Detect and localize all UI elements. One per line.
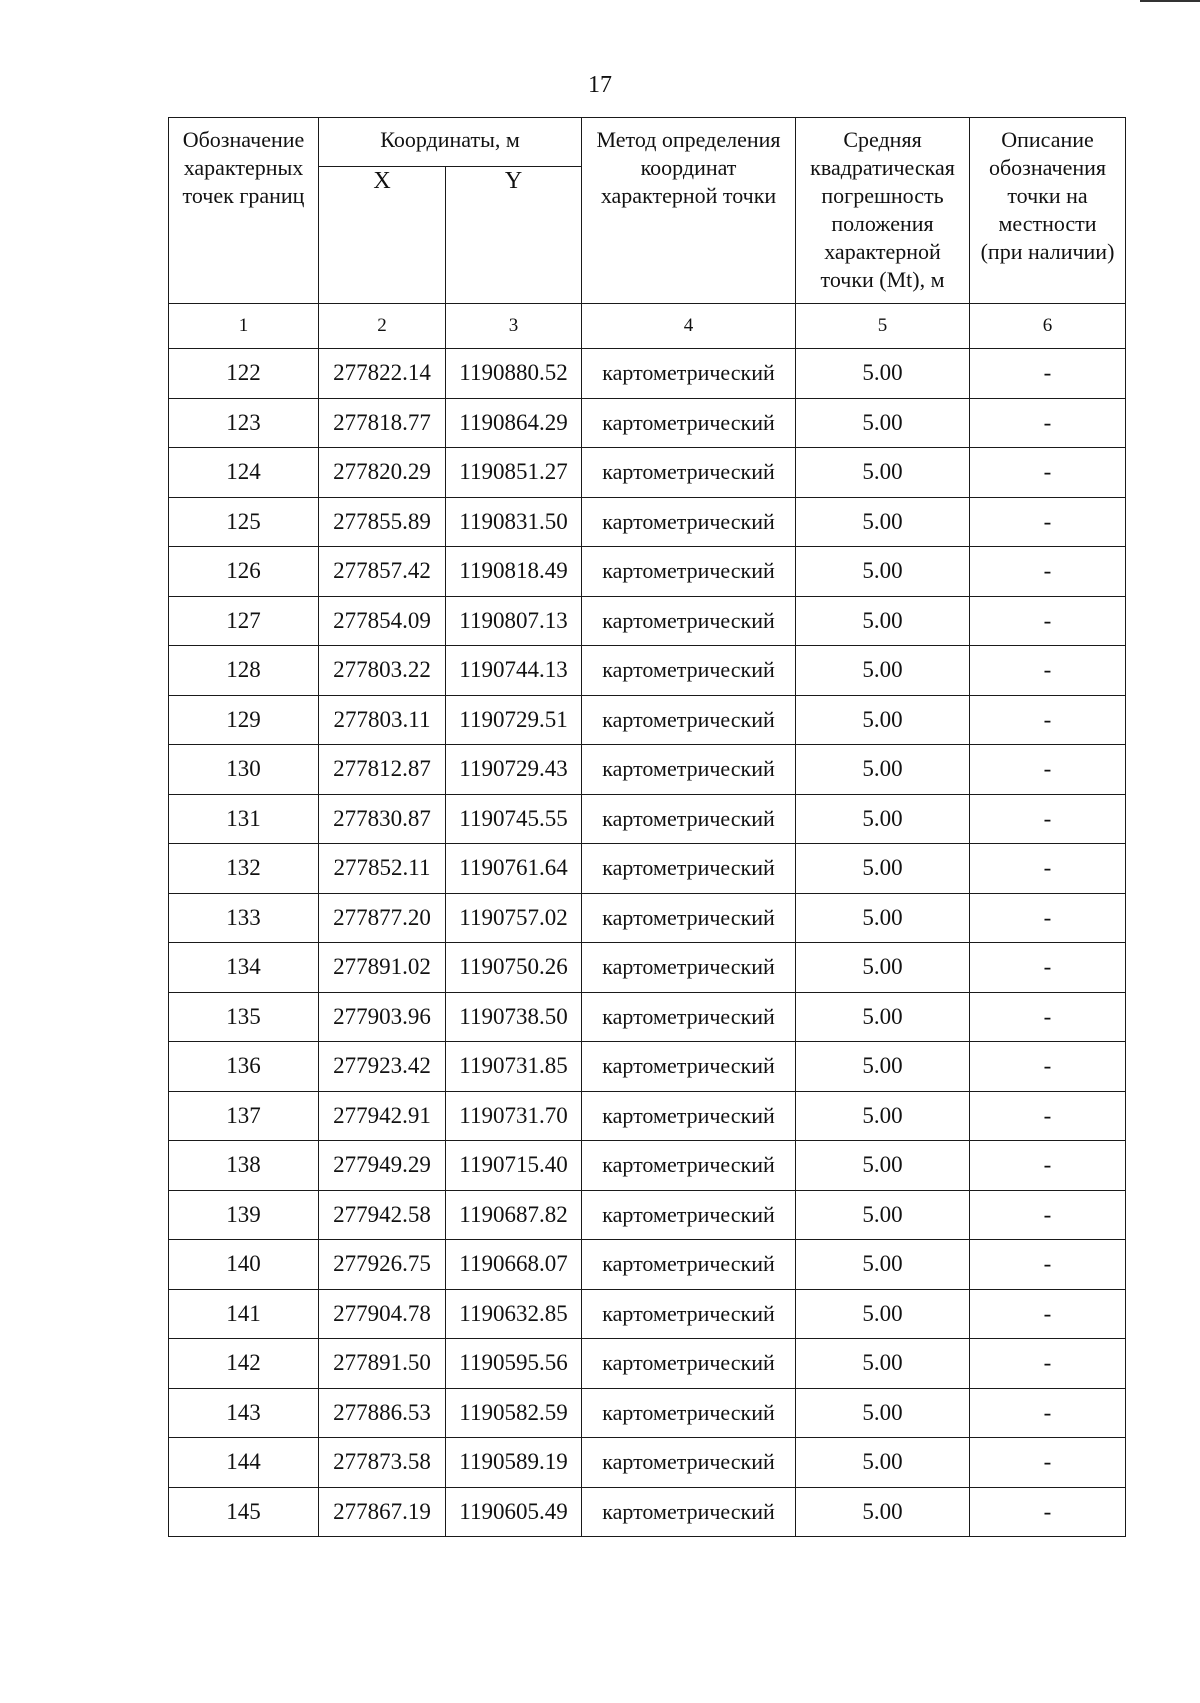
point-cell: 126 xyxy=(169,547,319,597)
x-coordinate-cell: 277812.87 xyxy=(319,745,446,795)
error-cell: 5.00 xyxy=(796,646,970,696)
description-cell: - xyxy=(970,1388,1126,1438)
description-cell: - xyxy=(970,893,1126,943)
point-cell: 133 xyxy=(169,893,319,943)
error-cell: 5.00 xyxy=(796,745,970,795)
table-row xyxy=(169,992,1126,1042)
y-coordinate-cell: 1190851.27 xyxy=(446,448,582,498)
error-cell: 5.00 xyxy=(796,1042,970,1092)
y-coordinate-cell: 1190731.85 xyxy=(446,1042,582,1092)
page-number: 17 xyxy=(588,72,612,98)
point-cell: 122 xyxy=(169,349,319,399)
table-row xyxy=(169,1487,1126,1537)
point-cell: 136 xyxy=(169,1042,319,1092)
method-cell: картометрический xyxy=(582,1438,796,1488)
table-row xyxy=(169,893,1126,943)
point-cell: 135 xyxy=(169,992,319,1042)
x-coordinate-cell: 277830.87 xyxy=(319,794,446,844)
x-coordinate-cell: 277822.14 xyxy=(319,349,446,399)
method-cell: картометрический xyxy=(582,844,796,894)
description-cell: - xyxy=(970,646,1126,696)
error-cell: 5.00 xyxy=(796,547,970,597)
column-number: 4 xyxy=(582,304,796,349)
method-cell: картометрический xyxy=(582,497,796,547)
description-cell: - xyxy=(970,1141,1126,1191)
description-cell: - xyxy=(970,1091,1126,1141)
error-cell: 5.00 xyxy=(796,1438,970,1488)
table-row xyxy=(169,646,1126,696)
description-cell: - xyxy=(970,745,1126,795)
x-coordinate-cell: 277803.11 xyxy=(319,695,446,745)
description-cell: - xyxy=(970,1487,1126,1537)
error-cell: 5.00 xyxy=(796,349,970,399)
y-coordinate-cell: 1190715.40 xyxy=(446,1141,582,1191)
table-row xyxy=(169,1091,1126,1141)
y-coordinate-cell: 1190632.85 xyxy=(446,1289,582,1339)
x-coordinate-cell: 277904.78 xyxy=(319,1289,446,1339)
x-coordinate-cell: 277942.58 xyxy=(319,1190,446,1240)
description-cell: - xyxy=(970,547,1126,597)
point-cell: 124 xyxy=(169,448,319,498)
table-row xyxy=(169,1141,1126,1191)
table-row xyxy=(169,844,1126,894)
x-coordinate-cell: 277942.91 xyxy=(319,1091,446,1141)
method-cell: картометрический xyxy=(582,745,796,795)
column-number: 6 xyxy=(970,304,1126,349)
error-cell: 5.00 xyxy=(796,844,970,894)
point-cell: 128 xyxy=(169,646,319,696)
column-number: 2 xyxy=(319,304,446,349)
y-coordinate-cell: 1190864.29 xyxy=(446,398,582,448)
x-coordinate-cell: 277926.75 xyxy=(319,1240,446,1290)
y-coordinate-cell: 1190738.50 xyxy=(446,992,582,1042)
method-cell: картометрический xyxy=(582,1487,796,1537)
table-row xyxy=(169,1240,1126,1290)
error-cell: 5.00 xyxy=(796,695,970,745)
description-cell: - xyxy=(970,1438,1126,1488)
point-cell: 137 xyxy=(169,1091,319,1141)
method-cell: картометрический xyxy=(582,1091,796,1141)
error-cell: 5.00 xyxy=(796,448,970,498)
header-y: Y xyxy=(446,167,582,304)
x-coordinate-cell: 277903.96 xyxy=(319,992,446,1042)
method-cell: картометрический xyxy=(582,1240,796,1290)
y-coordinate-cell: 1190880.52 xyxy=(446,349,582,399)
table-row xyxy=(169,398,1126,448)
table-row xyxy=(169,1190,1126,1240)
y-coordinate-cell: 1190757.02 xyxy=(446,893,582,943)
table-row xyxy=(169,1388,1126,1438)
error-cell: 5.00 xyxy=(796,1141,970,1191)
point-cell: 138 xyxy=(169,1141,319,1191)
y-coordinate-cell: 1190582.59 xyxy=(446,1388,582,1438)
y-coordinate-cell: 1190729.51 xyxy=(446,695,582,745)
x-coordinate-cell: 277891.50 xyxy=(319,1339,446,1389)
method-cell: картометрический xyxy=(582,1339,796,1389)
table-row xyxy=(169,695,1126,745)
method-cell: картометрический xyxy=(582,1042,796,1092)
header-point: Обозначение характерных точек границ xyxy=(169,118,319,304)
y-coordinate-cell: 1190731.70 xyxy=(446,1091,582,1141)
y-coordinate-cell: 1190761.64 xyxy=(446,844,582,894)
x-coordinate-cell: 277877.20 xyxy=(319,893,446,943)
scan-edge-line xyxy=(1140,0,1200,2)
table-row xyxy=(169,349,1126,399)
table-row xyxy=(169,1339,1126,1389)
column-number-row xyxy=(169,304,1126,349)
point-cell: 144 xyxy=(169,1438,319,1488)
description-cell: - xyxy=(970,695,1126,745)
description-cell: - xyxy=(970,398,1126,448)
header-row xyxy=(169,118,1126,167)
y-coordinate-cell: 1190807.13 xyxy=(446,596,582,646)
table-row xyxy=(169,1042,1126,1092)
x-coordinate-cell: 277857.42 xyxy=(319,547,446,597)
table-row xyxy=(169,448,1126,498)
point-cell: 132 xyxy=(169,844,319,894)
method-cell: картометрический xyxy=(582,398,796,448)
header-coordinates: Координаты, м xyxy=(319,118,582,167)
x-coordinate-cell: 277949.29 xyxy=(319,1141,446,1191)
point-cell: 123 xyxy=(169,398,319,448)
x-coordinate-cell: 277818.77 xyxy=(319,398,446,448)
table-row xyxy=(169,547,1126,597)
description-cell: - xyxy=(970,844,1126,894)
description-cell: - xyxy=(970,1289,1126,1339)
column-number: 5 xyxy=(796,304,970,349)
method-cell: картометрический xyxy=(582,794,796,844)
method-cell: картометрический xyxy=(582,1141,796,1191)
point-cell: 145 xyxy=(169,1487,319,1537)
error-cell: 5.00 xyxy=(796,1487,970,1537)
method-cell: картометрический xyxy=(582,992,796,1042)
description-cell: - xyxy=(970,1240,1126,1290)
error-cell: 5.00 xyxy=(796,398,970,448)
column-number: 3 xyxy=(446,304,582,349)
point-cell: 131 xyxy=(169,794,319,844)
description-cell: - xyxy=(970,794,1126,844)
method-cell: картометрический xyxy=(582,448,796,498)
point-cell: 127 xyxy=(169,596,319,646)
point-cell: 140 xyxy=(169,1240,319,1290)
method-cell: картометрический xyxy=(582,695,796,745)
x-coordinate-cell: 277867.19 xyxy=(319,1487,446,1537)
y-coordinate-cell: 1190729.43 xyxy=(446,745,582,795)
y-coordinate-cell: 1190589.19 xyxy=(446,1438,582,1488)
method-cell: картометрический xyxy=(582,349,796,399)
description-cell: - xyxy=(970,448,1126,498)
x-coordinate-cell: 277854.09 xyxy=(319,596,446,646)
error-cell: 5.00 xyxy=(796,1339,970,1389)
point-cell: 142 xyxy=(169,1339,319,1389)
x-coordinate-cell: 277803.22 xyxy=(319,646,446,696)
method-cell: картометрический xyxy=(582,1388,796,1438)
error-cell: 5.00 xyxy=(796,794,970,844)
error-cell: 5.00 xyxy=(796,596,970,646)
description-cell: - xyxy=(970,1339,1126,1389)
method-cell: картометрический xyxy=(582,596,796,646)
point-cell: 134 xyxy=(169,943,319,993)
method-cell: картометрический xyxy=(582,943,796,993)
x-coordinate-cell: 277820.29 xyxy=(319,448,446,498)
error-cell: 5.00 xyxy=(796,1240,970,1290)
x-coordinate-cell: 277891.02 xyxy=(319,943,446,993)
error-cell: 5.00 xyxy=(796,893,970,943)
method-cell: картометрический xyxy=(582,646,796,696)
x-coordinate-cell: 277855.89 xyxy=(319,497,446,547)
description-cell: - xyxy=(970,596,1126,646)
header-error: Средняя квадратическая погрешность положения характерной точки (Mt), м xyxy=(796,118,970,304)
point-cell: 143 xyxy=(169,1388,319,1438)
x-coordinate-cell: 277886.53 xyxy=(319,1388,446,1438)
table-row xyxy=(169,794,1126,844)
column-number: 1 xyxy=(169,304,319,349)
table-row xyxy=(169,596,1126,646)
x-coordinate-cell: 277873.58 xyxy=(319,1438,446,1488)
table-row xyxy=(169,497,1126,547)
description-cell: - xyxy=(970,1190,1126,1240)
point-cell: 129 xyxy=(169,695,319,745)
table-row xyxy=(169,1438,1126,1488)
y-coordinate-cell: 1190595.56 xyxy=(446,1339,582,1389)
header-x: X xyxy=(319,167,446,304)
x-coordinate-cell: 277923.42 xyxy=(319,1042,446,1092)
error-cell: 5.00 xyxy=(796,1388,970,1438)
method-cell: картометрический xyxy=(582,893,796,943)
description-cell: - xyxy=(970,349,1126,399)
error-cell: 5.00 xyxy=(796,992,970,1042)
method-cell: картометрический xyxy=(582,1190,796,1240)
header-method: Метод определения координат характерной точки xyxy=(582,118,796,304)
y-coordinate-cell: 1190745.55 xyxy=(446,794,582,844)
y-coordinate-cell: 1190744.13 xyxy=(446,646,582,696)
coordinates-table xyxy=(168,117,1126,1537)
y-coordinate-cell: 1190687.82 xyxy=(446,1190,582,1240)
table-row xyxy=(169,1289,1126,1339)
description-cell: - xyxy=(970,992,1126,1042)
method-cell: картометрический xyxy=(582,547,796,597)
description-cell: - xyxy=(970,497,1126,547)
error-cell: 5.00 xyxy=(796,1190,970,1240)
point-cell: 141 xyxy=(169,1289,319,1339)
y-coordinate-cell: 1190831.50 xyxy=(446,497,582,547)
y-coordinate-cell: 1190818.49 xyxy=(446,547,582,597)
point-cell: 139 xyxy=(169,1190,319,1240)
y-coordinate-cell: 1190668.07 xyxy=(446,1240,582,1290)
header-description: Описание обозначения точки на местности (при наличии) xyxy=(970,118,1126,304)
description-cell: - xyxy=(970,1042,1126,1092)
y-coordinate-cell: 1190750.26 xyxy=(446,943,582,993)
table-row xyxy=(169,943,1126,993)
error-cell: 5.00 xyxy=(796,943,970,993)
error-cell: 5.00 xyxy=(796,1091,970,1141)
description-cell: - xyxy=(970,943,1126,993)
error-cell: 5.00 xyxy=(796,497,970,547)
method-cell: картометрический xyxy=(582,1289,796,1339)
point-cell: 130 xyxy=(169,745,319,795)
x-coordinate-cell: 277852.11 xyxy=(319,844,446,894)
table-row xyxy=(169,745,1126,795)
error-cell: 5.00 xyxy=(796,1289,970,1339)
point-cell: 125 xyxy=(169,497,319,547)
y-coordinate-cell: 1190605.49 xyxy=(446,1487,582,1537)
